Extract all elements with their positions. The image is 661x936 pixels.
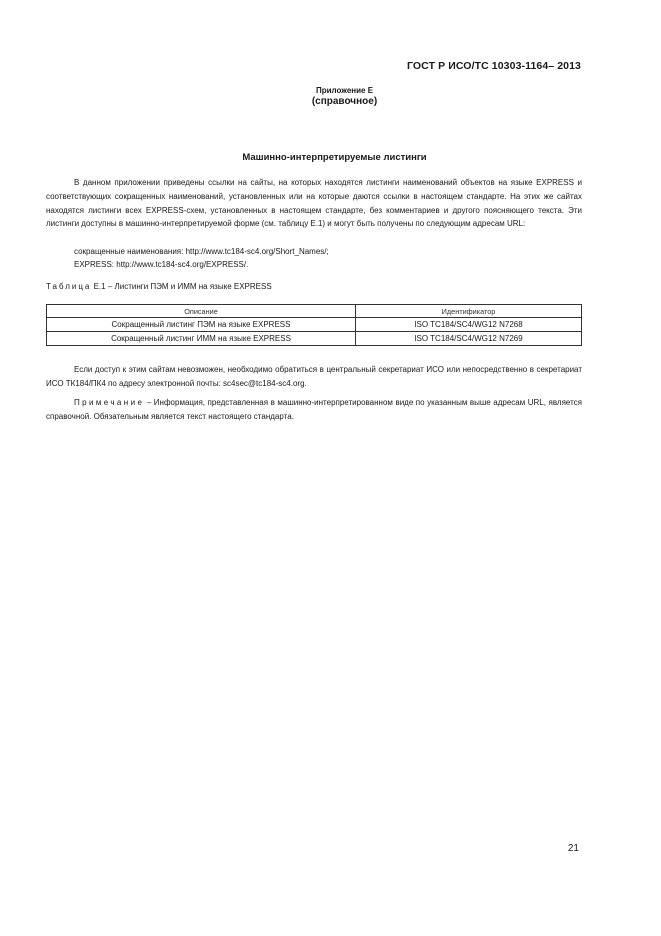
header-identifier: Идентификатор xyxy=(356,305,582,318)
table-caption-prefix: Таблица xyxy=(46,282,92,291)
intro-paragraph xyxy=(46,176,582,231)
row-identifier: ISO TC184/SC4/WG12 N7269 xyxy=(356,332,582,346)
note-text: – Информация, представленная в машинно-интерпретированном виде по указанным выше адресам URL, является справочной. Обязательным является текст настоящего стандарта. xyxy=(46,398,582,421)
url-express: EXPRESS: http://www.tc184-sc4.org/EXPRESS/. xyxy=(74,260,249,269)
header-description: Описание xyxy=(47,305,356,318)
row-identifier: ISO TC184/SC4/WG12 N7268 xyxy=(356,318,582,332)
url-short-names: сокращенные наименования: http://www.tc184-sc4.org/Short_Names/; xyxy=(74,247,329,256)
table-caption-text: Е.1 – Листинги ПЭМ и ИММ на языке EXPRESS xyxy=(91,282,272,291)
note-label: Примечание xyxy=(74,398,145,407)
note-paragraph xyxy=(46,396,582,424)
standard-header: ГОСТ Р ИСО/ТС 10303-1164– 2013 xyxy=(406,60,581,72)
access-text: Если доступ к этим сайтам невозможен, необходимо обратиться в центральный секретариат ИСО или непосредственно в секретариат ИСО ТК184/ПК4 по адресу электронной почты: sc4sec@tc184-sc4.org. xyxy=(46,365,582,388)
table-header-row xyxy=(47,305,582,318)
table-row xyxy=(47,332,582,346)
row-description: Сокращенный листинг ИММ на языке EXPRESS xyxy=(47,332,356,346)
section-title: Машинно-интерпретируемые листинги xyxy=(242,152,427,163)
intro-text: В данном приложении приведены ссылки на сайты, на которых находятся листинги наименований объектов на языке EXPRESS и соответствующих сокращенных наименований, установленных или на которые даются ссылки в настоящем стандарте. На этих же сайтах находятся листинги всех EXPRESS-схем, установленных в настоящем стандарте, без комментариев и другого поясняющего текста. Эти листинги доступны в машинно-интерпретируемой форме (см. таблицу Е.1) и могут быть получены по следующим адресам URL: xyxy=(46,178,582,229)
access-paragraph xyxy=(46,363,582,391)
listings-table xyxy=(46,304,582,346)
table-caption xyxy=(46,282,272,291)
table-row xyxy=(47,318,582,332)
appendix-label: Приложение Е xyxy=(315,86,374,95)
row-description: Сокращенный листинг ПЭМ на языке EXPRESS xyxy=(47,318,356,332)
page-number: 21 xyxy=(567,843,579,854)
appendix-type: (справочное) xyxy=(311,96,378,107)
